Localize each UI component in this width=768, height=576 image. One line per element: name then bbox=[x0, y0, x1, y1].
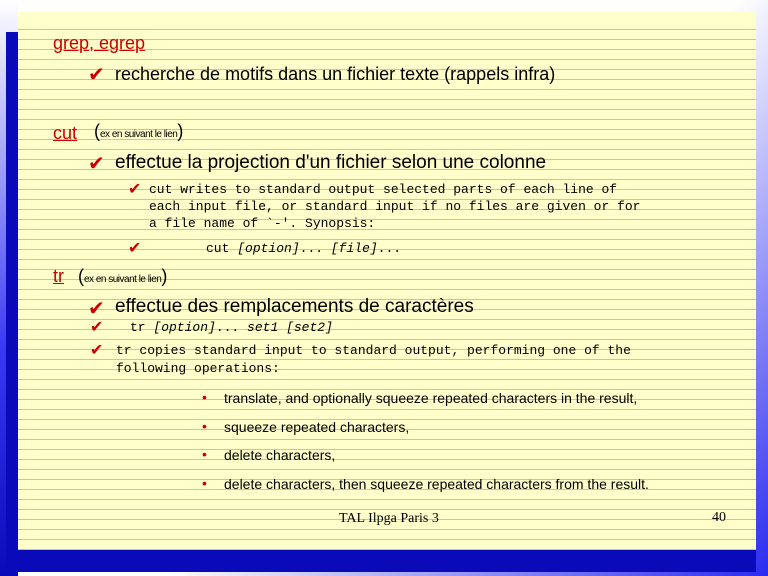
grep-title: grep, egrep bbox=[53, 33, 146, 53]
paren-close: ) bbox=[161, 266, 168, 286]
tr-synopsis bbox=[130, 319, 333, 336]
tr-set2: [set2] bbox=[286, 320, 333, 335]
tr-op-1: translate, and optionally squeeze repeated characters in the result, bbox=[224, 390, 638, 406]
cut-desc-line-2: each input file, or standard input if no files are given or for bbox=[149, 199, 641, 214]
tr-op-4: delete characters, then squeeze repeated characters from the result. bbox=[224, 476, 649, 492]
cut-option: [option] bbox=[237, 241, 300, 256]
check-icon: ✔ bbox=[128, 181, 142, 198]
tr-note-text: ex en suivant le lien bbox=[84, 274, 162, 285]
cut-title: cut bbox=[53, 123, 78, 143]
footer-center: TAL Ilpga Paris 3 bbox=[339, 511, 439, 526]
bullet-icon: • bbox=[202, 475, 207, 491]
bullet-icon: • bbox=[202, 418, 207, 434]
tr-op-3: delete characters, bbox=[224, 447, 336, 463]
cut-synopsis bbox=[206, 240, 401, 257]
paren-close: ) bbox=[177, 121, 184, 141]
check-icon: ✔ bbox=[90, 319, 104, 336]
check-icon: ✔ bbox=[90, 342, 104, 359]
cut-cmd: cut bbox=[206, 241, 238, 256]
cut-item: effectue la projection d'un fichier selon une colonne bbox=[115, 152, 547, 173]
cut-dots: ... bbox=[299, 241, 331, 256]
tr-desc-line-1: tr copies standard input to standard output, performing one of the bbox=[116, 343, 631, 358]
tr-op-2: squeeze repeated characters, bbox=[224, 419, 410, 435]
paren-open: ( bbox=[78, 266, 84, 286]
bullet-icon: • bbox=[202, 389, 207, 405]
cut-desc-line-3: a file name of `-'. Synopsis: bbox=[149, 216, 376, 231]
cut-desc-line-1: cut writes to standard output selected parts of each line of bbox=[149, 182, 618, 197]
check-icon: ✔ bbox=[128, 240, 142, 257]
tr-option: [option] bbox=[153, 320, 216, 335]
cut-file: [file] bbox=[330, 241, 378, 256]
tr-item: effectue des remplacements de caractères bbox=[115, 296, 474, 317]
tr-cmd: tr bbox=[130, 320, 154, 335]
tr-space bbox=[278, 320, 286, 335]
tr-link-note[interactable] bbox=[78, 266, 167, 287]
bullet-icon: • bbox=[202, 446, 207, 462]
tr-dots: ... bbox=[215, 320, 248, 335]
cut-link-note[interactable] bbox=[94, 121, 183, 142]
check-icon: ✔ bbox=[88, 298, 105, 320]
check-icon: ✔ bbox=[88, 64, 105, 86]
check-icon: ✔ bbox=[88, 153, 105, 175]
grep-item: recherche de motifs dans un fichier texte (rappels infra) bbox=[115, 64, 556, 84]
tr-set1: set1 bbox=[247, 320, 279, 335]
tr-title: tr bbox=[53, 266, 64, 286]
cut-end: ... bbox=[377, 241, 402, 256]
paren-open: ( bbox=[94, 121, 100, 141]
page-number: 40 bbox=[712, 510, 726, 525]
cut-note-text: ex en suivant le lien bbox=[100, 129, 178, 140]
slide bbox=[18, 12, 756, 550]
tr-desc-line-2: following operations: bbox=[116, 361, 280, 376]
